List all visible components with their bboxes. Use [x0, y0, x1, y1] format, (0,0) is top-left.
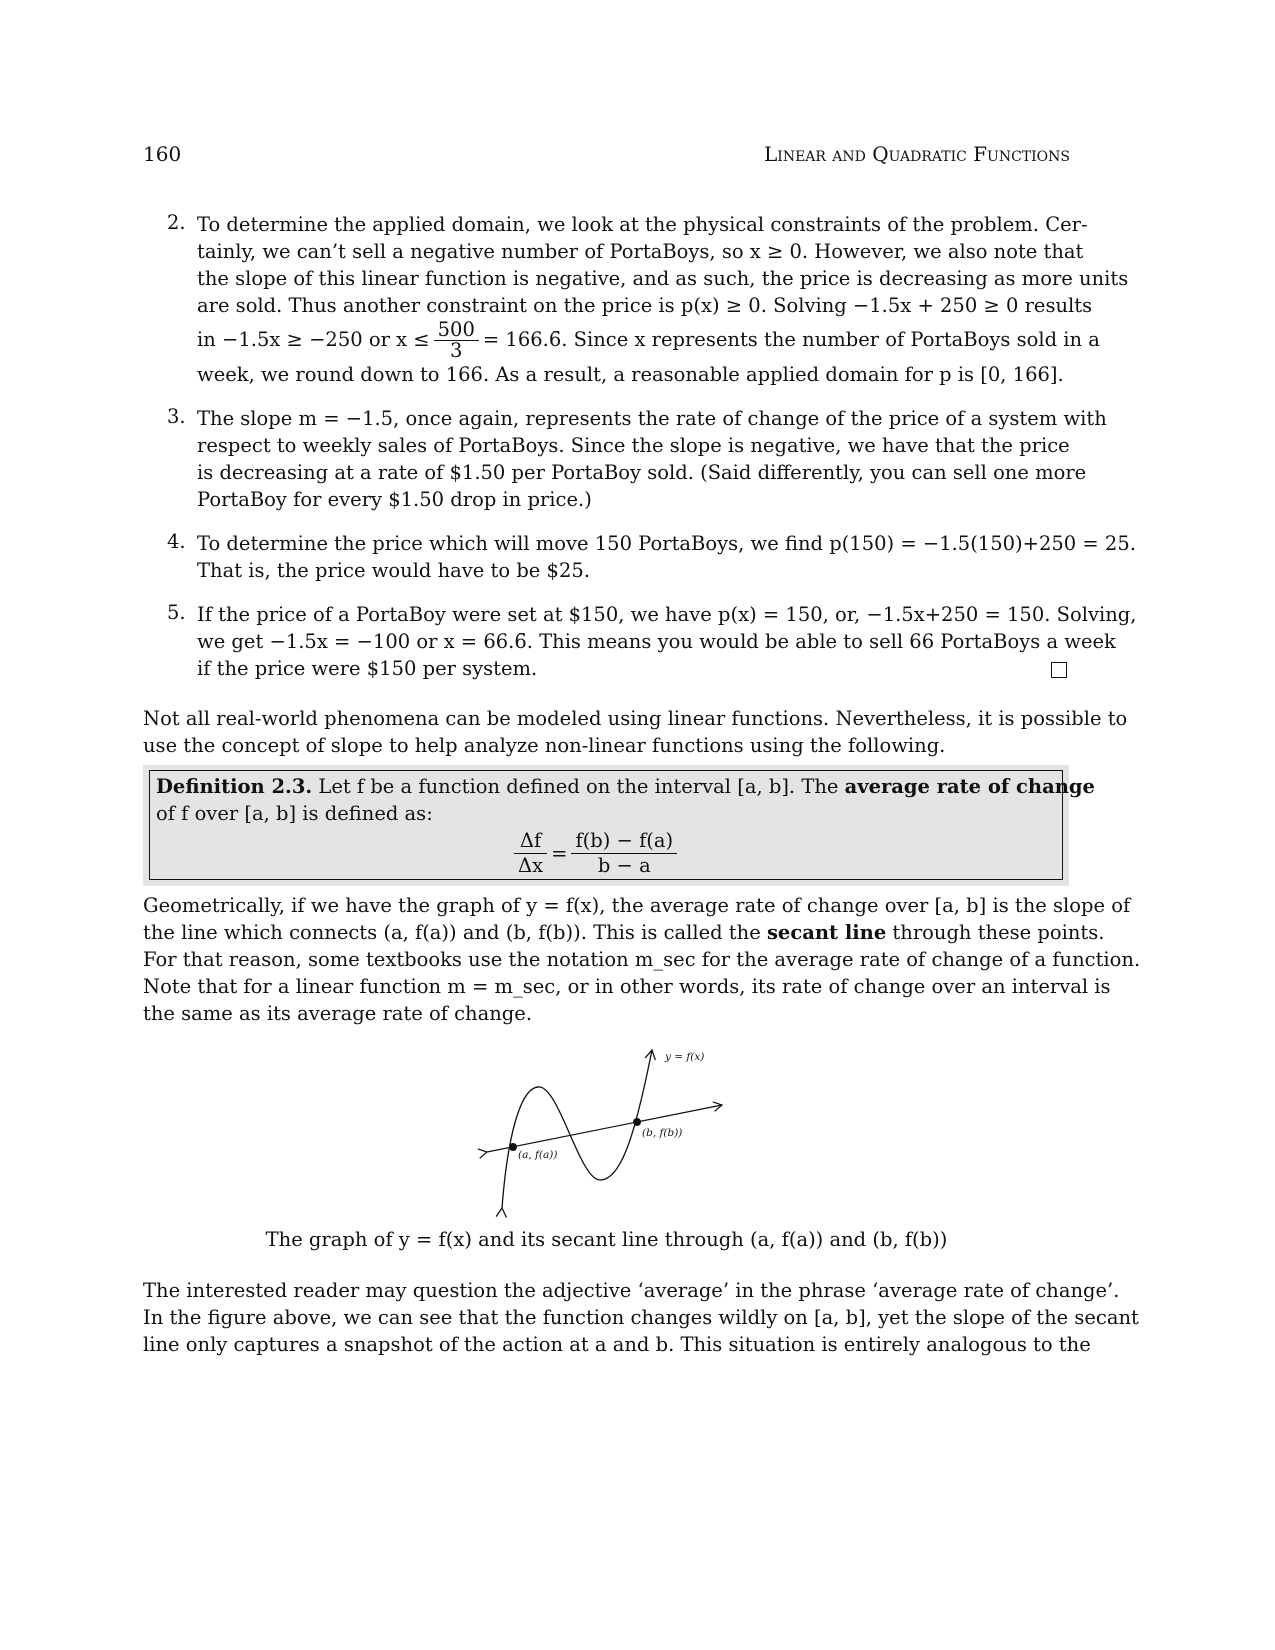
point-b-label: (b, f(b)) [642, 1127, 683, 1139]
page-number: 160 [143, 142, 182, 166]
denominator: b − a [597, 854, 651, 877]
numerator: f(b) − f(a) [571, 829, 677, 854]
equals-sign: = [551, 842, 568, 865]
text-line: The slope m = −1.5, once again, represents the rate of change of the price of a system with [197, 407, 1107, 430]
point-a [509, 1143, 517, 1151]
text-line: if the price were $150 per system. [197, 657, 538, 680]
text-line: is decreasing at a rate of $1.50 per PortaBoy sold. (Said differently, you can sell one more [197, 461, 1087, 484]
numerator: 500 [434, 320, 479, 341]
denominator: 3 [450, 338, 463, 362]
paragraph [143, 1277, 1139, 1358]
text-line: PortaBoy for every $1.50 drop in price.) [197, 488, 592, 511]
figure-caption: The graph of y = f(x) and its secant line through (a, f(a)) and (b, f(b)) [265, 1228, 948, 1251]
text-line: use the concept of slope to help analyze non-linear functions using the following. [143, 734, 946, 757]
text-line: tainly, we can’t sell a negative number of PortaBoys, so x ≥ 0. However, we also note that [197, 240, 1084, 263]
text-line: we get −1.5x = −100 or x = 66.6̄. This means you would be able to sell 66 PortaBoys a week [197, 630, 1116, 653]
text-line: week, we round down to 166. As a result, a reasonable applied domain for p is [0, 166]. [197, 363, 1064, 386]
secant-line [487, 1105, 722, 1152]
text-line: Note that for a linear function m = m_sec, or in other words, its rate of change over an interval is [143, 975, 1111, 998]
text-line: That is, the price would have to be $25. [197, 559, 590, 582]
secant-line-term: secant line [766, 921, 887, 944]
text: the line which connects (a, f(a)) and (b, f(b)). This is called the [143, 921, 767, 944]
defined-term: average rate of change [844, 775, 1095, 798]
curve-label: y = f(x) [665, 1051, 705, 1063]
item-number: 3. [167, 405, 186, 428]
text-line: are sold. Thus another constraint on the price is p(x) ≥ 0. Solving −1.5x + 250 ≥ 0 results [197, 294, 1093, 317]
text: through these points. [886, 921, 1105, 944]
text-line: To determine the applied domain, we look at the physical constraints of the problem. Cer- [197, 213, 1088, 236]
text-line: of f over [a, b] is defined as: [156, 802, 433, 825]
text: Let f be a function defined on the interval [a, b]. The [312, 775, 845, 798]
numerator: Δf [514, 829, 547, 854]
text: = 166.6̄. Since x represents the number of PortaBoys sold in a [482, 328, 1100, 351]
denominator: Δx [518, 854, 544, 877]
text-line: In the figure above, we can see that the function changes wildly on [a, b], yet the slope of the secant [143, 1306, 1139, 1329]
text-line: Geometrically, if we have the graph of y = f(x), the average rate of change over [a, b] is the slope of [143, 894, 1131, 917]
text-line: the same as its average rate of change. [143, 1002, 533, 1025]
text: in −1.5x ≥ −250 or x ≤ [197, 328, 430, 351]
point-b [633, 1118, 641, 1126]
function-curve [502, 1050, 652, 1208]
text-line: If the price of a PortaBoy were set at $150, we have p(x) = 150, or, −1.5x+250 = 150. Solving, [197, 603, 1137, 626]
item-number: 2. [167, 211, 186, 234]
text-line: The interested reader may question the adjective ‘average’ in the phrase ‘average rate of change’. [143, 1279, 1120, 1302]
point-a-label: (a, f(a)) [518, 1149, 558, 1161]
item-number: 4. [167, 530, 186, 553]
item-number: 5. [167, 601, 186, 624]
text-line: the slope of this linear function is negative, and as such, the price is decreasing as more units [197, 267, 1129, 290]
running-title: Linear and Quadratic Functions [764, 142, 1070, 166]
text-line: Not all real-world phenomena can be modeled using linear functions. Nevertheless, it is possible to [143, 707, 1128, 730]
text-line: For that reason, some textbooks use the notation m_sec for the average rate of change of a function. [143, 948, 1141, 971]
text-line: line only captures a snapshot of the action at a and b. This situation is entirely analogous to the [143, 1333, 1091, 1356]
text-line: To determine the price which will move 150 PortaBoys, we find p(150) = −1.5(150)+250 = 25. [197, 532, 1136, 555]
text-line: respect to weekly sales of PortaBoys. Since the slope is negative, we have that the price [197, 434, 1070, 457]
definition-label: Definition 2.3. [156, 775, 313, 798]
